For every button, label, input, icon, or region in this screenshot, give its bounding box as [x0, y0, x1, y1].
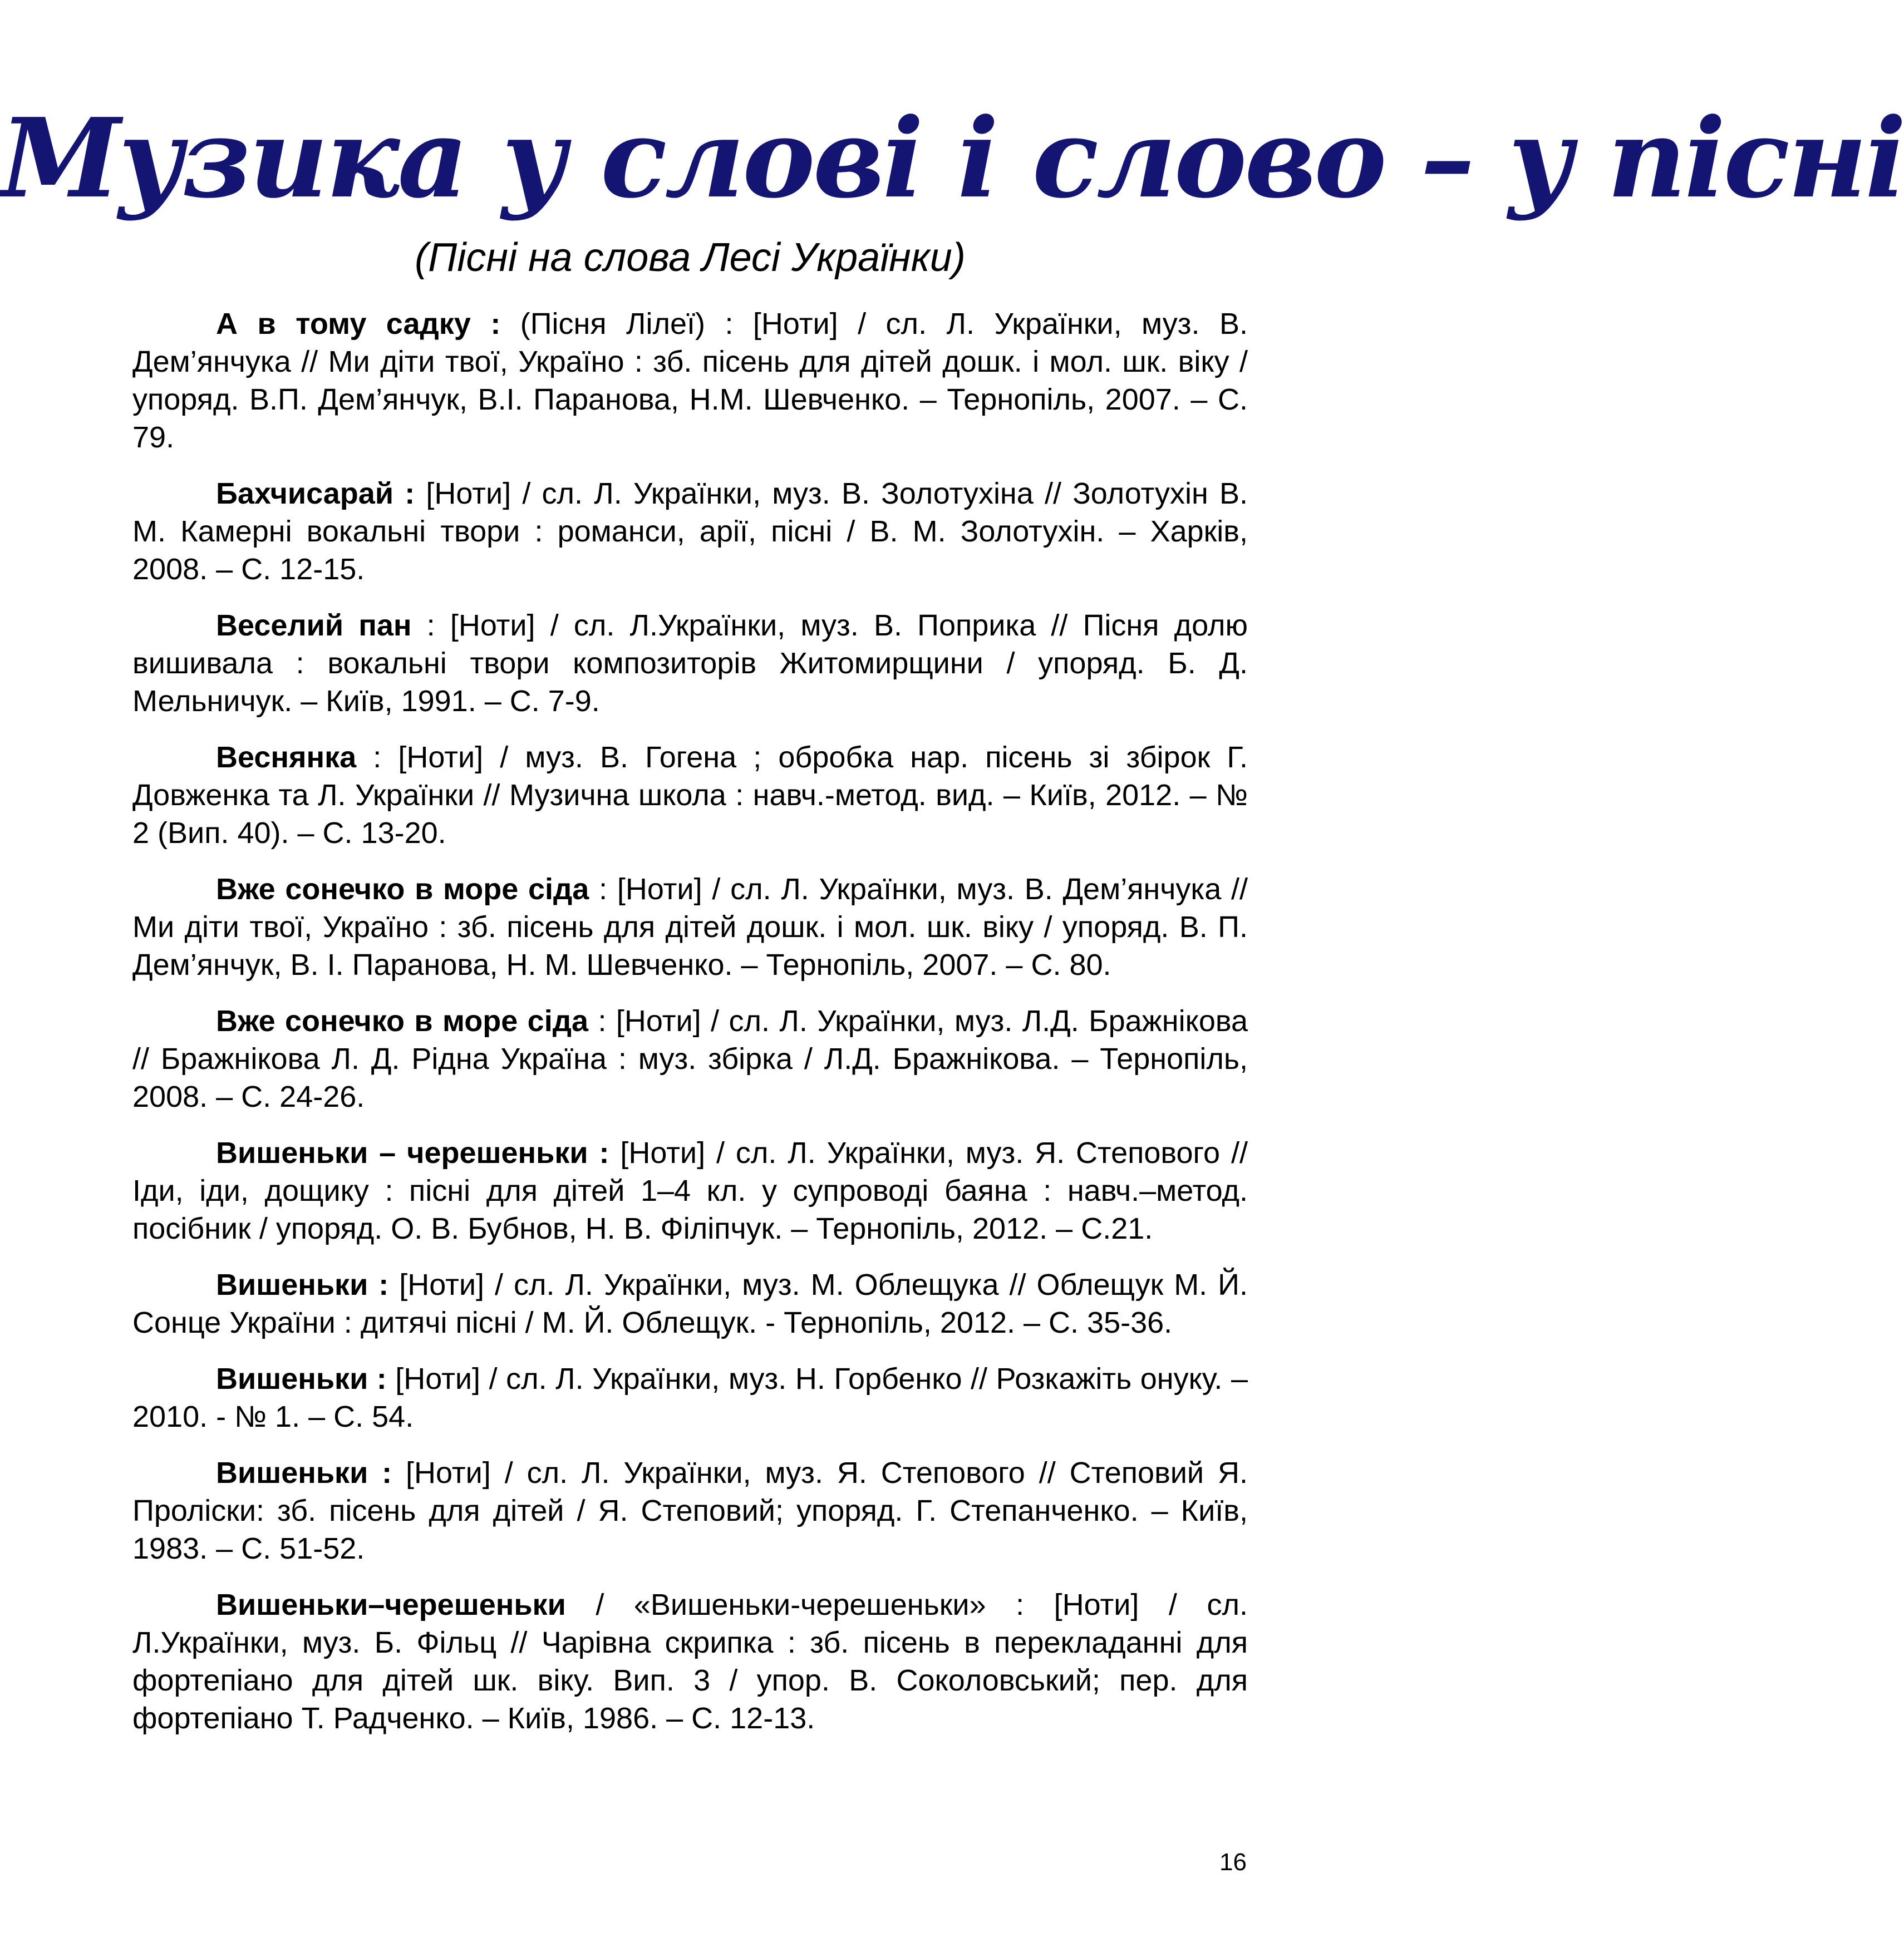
bibliography-entry: [132, 1454, 1248, 1567]
bibliography-list: [132, 305, 1248, 1756]
page-title: Музика у слові і слово – у пісні: [0, 95, 1904, 223]
entry-heading: Вишеньки – черешеньки :: [216, 1136, 609, 1170]
bibliography-entry: [132, 1586, 1248, 1737]
bibliography-entry: [132, 1002, 1248, 1116]
bibliography-entry: [132, 870, 1248, 984]
entry-heading: А в тому садку :: [216, 307, 501, 341]
entry-text: [Ноти] / сл. Л. Українки, муз. Н. Горбенко // Розкажіть онуку. – 2010. - № 1. – С. 54.: [132, 1362, 1248, 1433]
entry-heading: Вишеньки :: [216, 1268, 389, 1302]
bibliography-entry: [132, 1134, 1248, 1248]
bibliography-entry: [132, 607, 1248, 720]
entry-heading: Вишеньки–черешеньки: [216, 1588, 566, 1621]
entry-text: : [Ноти] / муз. В. Гогена ; обробка нар. пісень зі збірок Г. Довженка та Л. Українки // Музична школа : навч.-метод. вид. – Київ, 2012. – № 2 (Вип. 40). – С. 13-20.: [132, 741, 1248, 850]
bibliography-entry: [132, 738, 1248, 852]
bibliography-entry: [132, 1266, 1248, 1342]
entry-heading: Вишеньки :: [216, 1456, 392, 1490]
entry-text: : [Ноти] / сл. Л.Українки, муз. В. Поприка // Пісня долю вишивала : вокальні твори композиторів Житомирщини / упоряд. Б. Д. Мельничук. – Київ, 1991. – С. 7-9.: [132, 609, 1248, 718]
entry-text: / «Вишеньки-черешеньки» : [Ноти] / сл. Л.Українки, муз. Б. Фільц // Чарівна скрипка : зб. пісень в перекладанні для фортепіано для дітей шк. віку. Вип. 3 / упор. В. Соколовський; пер. для фортепіано Т. Радченко. – Київ, 1986. – С. 12-13.: [132, 1588, 1248, 1735]
entry-heading: Бахчисарай :: [216, 477, 415, 510]
entry-text: : [Ноти] / сл. Л. Українки, муз. Л.Д. Бражнікова // Бражнікова Л. Д. Рідна Україна : муз. збірка / Л.Д. Бражнікова. – Тернопіль, 2008. – С. 24-26.: [132, 1004, 1248, 1113]
entry-heading: Веснянка: [216, 741, 357, 774]
bibliography-entry: [132, 305, 1248, 456]
entry-text: [Ноти] / сл. Л. Українки, муз. Я. Степового // Степовий Я. Проліски: зб. пісень для дітей / Я. Степовий; упоряд. Г. Степанченко. – Київ, 1983. – С. 51-52.: [132, 1456, 1248, 1565]
entry-heading: Вишеньки :: [216, 1362, 387, 1396]
entry-heading: Веселий пан: [216, 609, 412, 642]
page-subtitle: (Пісні на слова Лесі Українки): [415, 235, 966, 280]
entry-heading: Вже сонечко в море сіда: [216, 873, 589, 906]
entry-text: [Ноти] / сл. Л. Українки, муз. Я. Степового // Іди, іди, дощику : пісні для дітей 1–4 кл. у супроводі баяна : навч.–метод. посібник / упоряд. О. В. Бубнов, Н. В. Філіпчук. – Тернопіль, 2012. – С.21.: [132, 1136, 1248, 1245]
entry-text: [Ноти] / сл. Л. Українки, муз. М. Облещука // Облещук М. Й. Сонце України : дитячі пісні / М. Й. Облещук. - Тернопіль, 2012. – С. 35-36.: [132, 1268, 1248, 1339]
entry-heading: Вже сонечко в море сіда: [216, 1004, 589, 1038]
bibliography-entry: [132, 1360, 1248, 1436]
page-number: 16: [1219, 1849, 1247, 1876]
entry-text: : [Ноти] / сл. Л. Українки, муз. В. Дем’янчука // Ми діти твої, Україно : зб. пісень для дітей дошк. і мол. шк. віку / упоряд. В. П. Дем’янчук, В. І. Паранова, Н. М. Шевченко. – Тернопіль, 2007. – С. 80.: [132, 873, 1248, 982]
entry-text: (Пісня Лілеї) : [Ноти] / сл. Л. Українки, муз. В. Дем’янчука // Ми діти твої, Україно : зб. пісень для дітей дошк. і мол. шк. віку / упоряд. В.П. Дем’янчук, В.І. Паранова, Н.М. Шевченко. – Тернопіль, 2007. – С. 79.: [132, 307, 1248, 454]
bibliography-entry: [132, 475, 1248, 588]
entry-text: [Ноти] / сл. Л. Українки, муз. В. Золотухіна // Золотухін В. М. Камерні вокальні твори : романси, арії, пісні / В. М. Золотухін. – Харків, 2008. – С. 12-15.: [132, 477, 1248, 586]
